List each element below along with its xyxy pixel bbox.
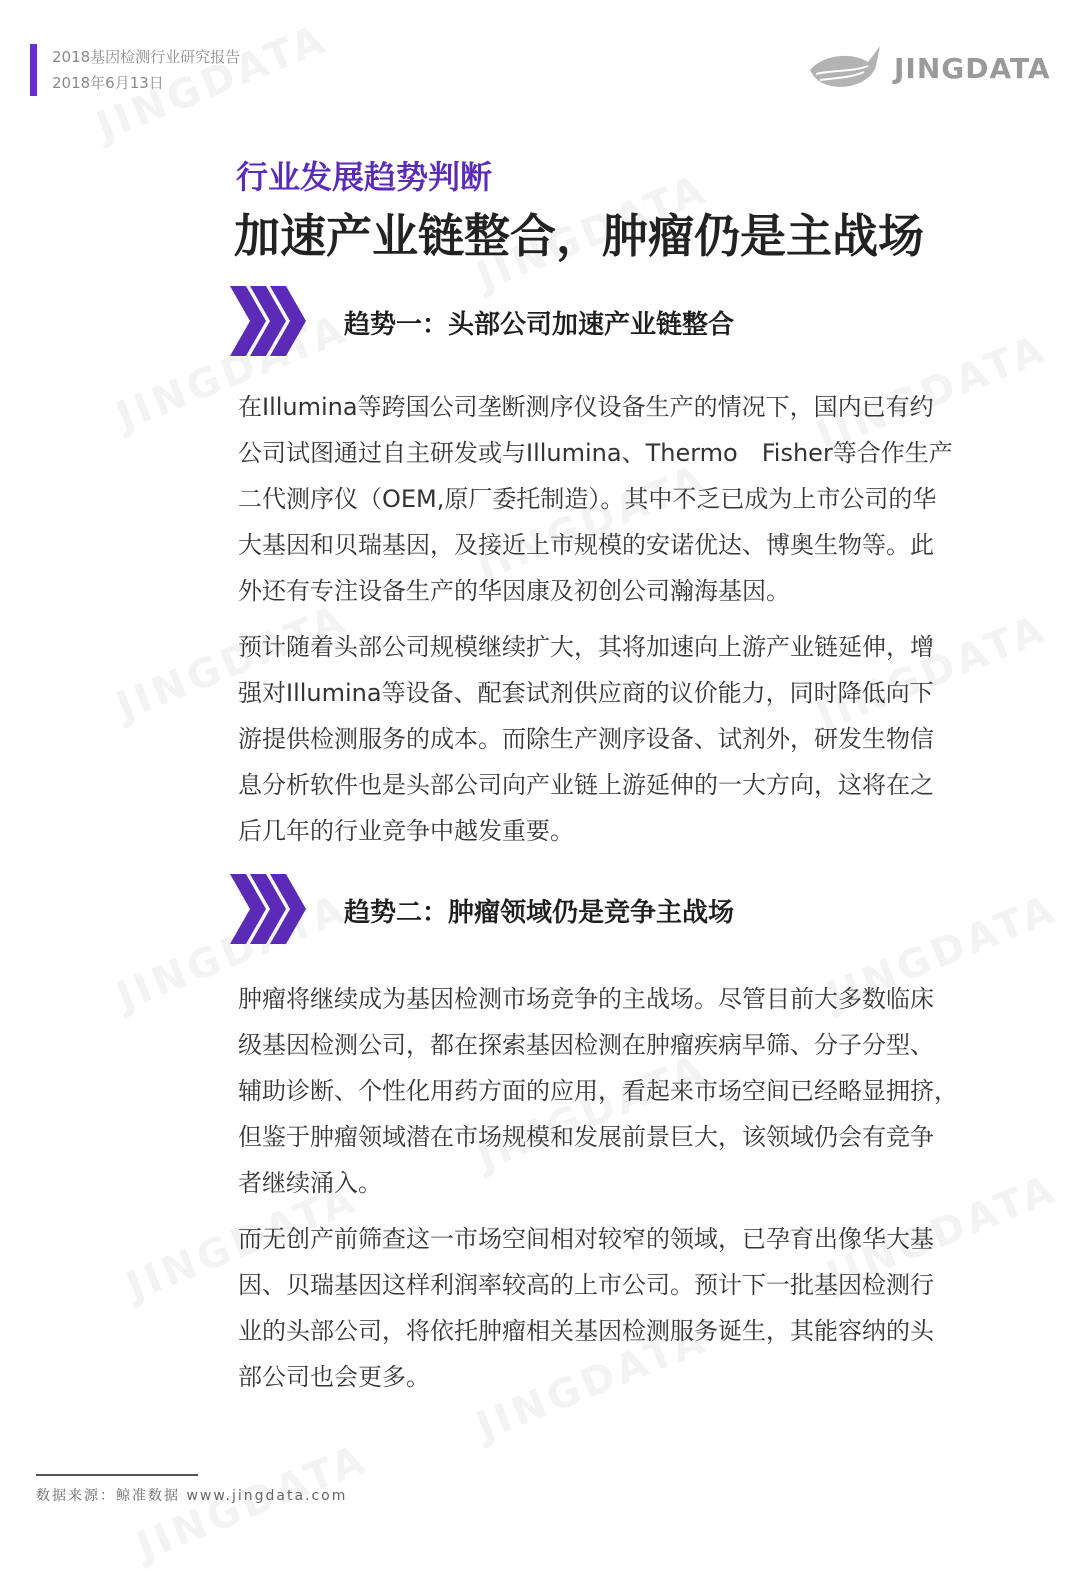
page-title: 加速产业链整合，肿瘤仍是主战场 xyxy=(234,209,924,263)
paragraph xyxy=(238,976,1048,1206)
paragraph-line: 二代测序仪（OEM,原厂委托制造）。其中不乏已成为上市公司的华 xyxy=(238,485,937,513)
chevron-right-icon xyxy=(230,874,306,944)
report-title: 2018基因检测行业研究报告 xyxy=(52,48,241,66)
paragraph-line: 预计随着头部公司规模继续扩大，其将加速向上游产业链延伸，增 xyxy=(238,633,934,661)
section-title-trend-1: 趋势一：头部公司加速产业链整合 xyxy=(344,310,735,340)
paragraph-line: 而无创产前筛查这一市场空间相对较窄的领域，已孕育出像华大基 xyxy=(238,1225,934,1253)
footer-source: 数据来源：鲸准数据 www.jingdata.com xyxy=(36,1488,348,1504)
paragraph-line: 公司试图通过自主研发或与Illumina、Thermo Fisher等合作生产 xyxy=(238,439,953,467)
paragraph-line: 辅助诊断、个性化用药方面的应用，看起来市场空间已经略显拥挤， xyxy=(238,1077,958,1105)
paragraph-line: 在Illumina等跨国公司垄断测序仪设备生产的情况下，国内已有约 xyxy=(238,393,934,421)
paragraph-line: 外还有专注设备生产的华因康及初创公司瀚海基因。 xyxy=(238,577,790,605)
page-kicker: 行业发展趋势判断 xyxy=(236,158,493,196)
paragraph-line: 大基因和贝瑞基因，及接近上市规模的安诺优达、博奥生物等。此 xyxy=(238,531,934,559)
paragraph-line: 游提供检测服务的成本。而除生产测序设备、试剂外，研发生物信 xyxy=(238,725,934,753)
paragraph-line: 后几年的行业竞争中越发重要。 xyxy=(238,817,574,845)
report-date: 2018年6月13日 xyxy=(52,74,164,92)
logo-text: JINGDATA xyxy=(894,52,1051,85)
paragraph xyxy=(238,1216,1048,1400)
paragraph xyxy=(238,384,1048,614)
header-accent-bar xyxy=(30,44,37,96)
paragraph-line: 但鉴于肿瘤领域潜在市场规模和发展前景巨大，该领域仍会有竞争 xyxy=(238,1123,934,1151)
paragraph-line: 息分析软件也是头部公司向产业链上游延伸的一大方向，这将在之 xyxy=(238,771,934,799)
paragraph xyxy=(238,624,1048,854)
paragraph-line: 部公司也会更多。 xyxy=(238,1363,430,1391)
section-title-trend-2: 趋势二：肿瘤领域仍是竞争主战场 xyxy=(344,898,735,928)
footer-divider xyxy=(36,1474,198,1476)
report-header xyxy=(52,44,240,96)
paragraph-line: 因、贝瑞基因这样利润率较高的上市公司。预计下一批基因检测行 xyxy=(238,1271,934,1299)
paragraph-line: 者继续涌入。 xyxy=(238,1169,382,1197)
chevron-right-icon xyxy=(230,286,306,356)
paragraph-line: 级基因检测公司，都在探索基因检测在肿瘤疾病早筛、分子分型、 xyxy=(238,1031,934,1059)
jingdata-logo xyxy=(806,40,1056,100)
paragraph-line: 肿瘤将继续成为基因检测市场竞争的主战场。尽管目前大多数临床 xyxy=(238,985,934,1013)
paragraph-line: 强对Illumina等设备、配套试剂供应商的议价能力，同时降低向下 xyxy=(238,679,934,707)
paragraph-line: 业的头部公司，将依托肿瘤相关基因检测服务诞生，其能容纳的头 xyxy=(238,1317,934,1345)
whale-icon xyxy=(806,40,886,100)
